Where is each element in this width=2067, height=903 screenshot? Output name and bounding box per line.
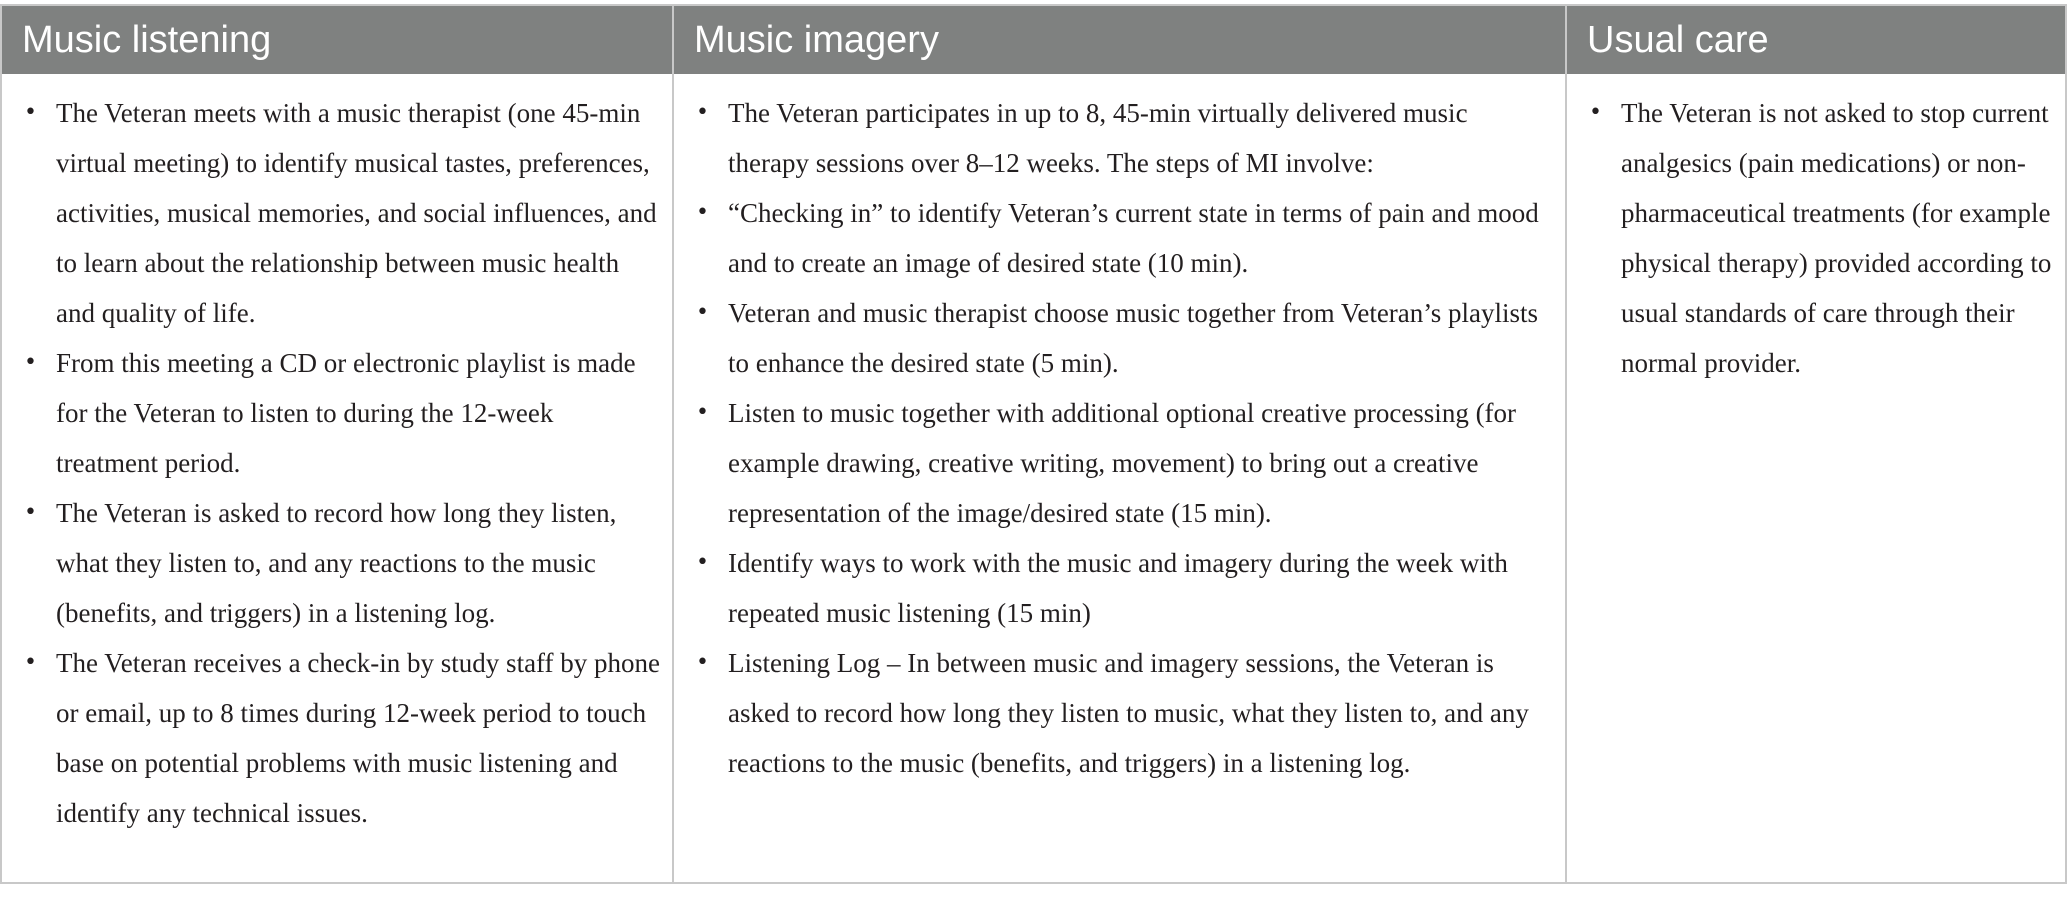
list-item [2,88,672,338]
bullet-icon: • [24,650,37,675]
list-item-text: The Veteran is not asked to stop current analgesics (pain medications) or non-pharmaceutical treatments (for example physical therapy) provided according to usual standards of care through their normal provider. [1621,98,2052,378]
bullet-icon: • [696,200,709,225]
bullet-list-usual-care [1567,88,2065,388]
list-item-text: The Veteran participates in up to 8, 45-min virtually delivered music therapy sessions over 8–12 weeks. The steps of MI involve: [728,98,1468,178]
list-item-text: The Veteran is asked to record how long they listen, what they listen to, and any reactions to the music (benefits, and triggers) in a listening log. [56,498,617,628]
comparison-table [0,4,2067,884]
list-item-text: Identify ways to work with the music and imagery during the week with repeated music listening (15 min) [728,548,1508,628]
bullet-icon: • [24,500,37,525]
cell-music-listening [2,74,674,882]
list-item [674,188,1565,288]
list-item-text: Veteran and music therapist choose music together from Veteran’s playlists to enhance the desired state (5 min). [728,298,1539,378]
header-music-imagery: Music imagery [674,6,1567,74]
bullet-icon: • [24,350,37,375]
bullet-icon: • [696,650,709,675]
list-item [674,388,1565,538]
list-item-text: Listening Log – In between music and imagery sessions, the Veteran is asked to record how long they listen to music, what they listen to, and any reactions to the music (benefits, and triggers) in a listening log. [728,648,1529,778]
list-item [674,88,1565,188]
cell-usual-care [1567,74,2065,882]
header-usual-care: Usual care [1587,19,1769,61]
bullet-list-music-listening [2,88,672,838]
bullet-icon: • [696,300,709,325]
bullet-icon: • [696,550,709,575]
list-item [2,638,672,838]
bullet-icon: • [1589,100,1602,125]
list-item-text: Listen to music together with additional optional creative processing (for example drawing, creative writing, movement) to bring out a creative representation of the image/desired state (15 min). [728,398,1517,528]
table-body-row [2,74,2065,882]
bullet-icon: • [696,100,709,125]
list-item-text: The Veteran meets with a music therapist (one 45-min virtual meeting) to identify musical tastes, preferences, activities, musical memories, and social influences, and to learn about the relationship between music health and quality of life. [56,98,657,328]
list-item [674,538,1565,638]
list-item [1567,88,2065,388]
list-item [674,638,1565,788]
list-item [2,338,672,488]
bullet-list-music-imagery [674,88,1565,788]
bullet-icon: • [696,400,709,425]
list-item-text: From this meeting a CD or electronic playlist is made for the Veteran to listen to during the 12-week treatment period. [56,348,636,478]
list-item [2,488,672,638]
bullet-icon: • [24,100,37,125]
list-item [674,288,1565,388]
cell-music-imagery [674,74,1567,882]
header-music-listening: Music listening [2,6,674,74]
list-item-text: The Veteran receives a check-in by study staff by phone or email, up to 8 times during 12-week period to touch base on potential problems with music listening and identify any technical issues. [56,648,661,828]
table-header-row [2,6,2065,74]
list-item-text: “Checking in” to identify Veteran’s current state in terms of pain and mood and to create an image of desired state (10 min). [728,198,1539,278]
